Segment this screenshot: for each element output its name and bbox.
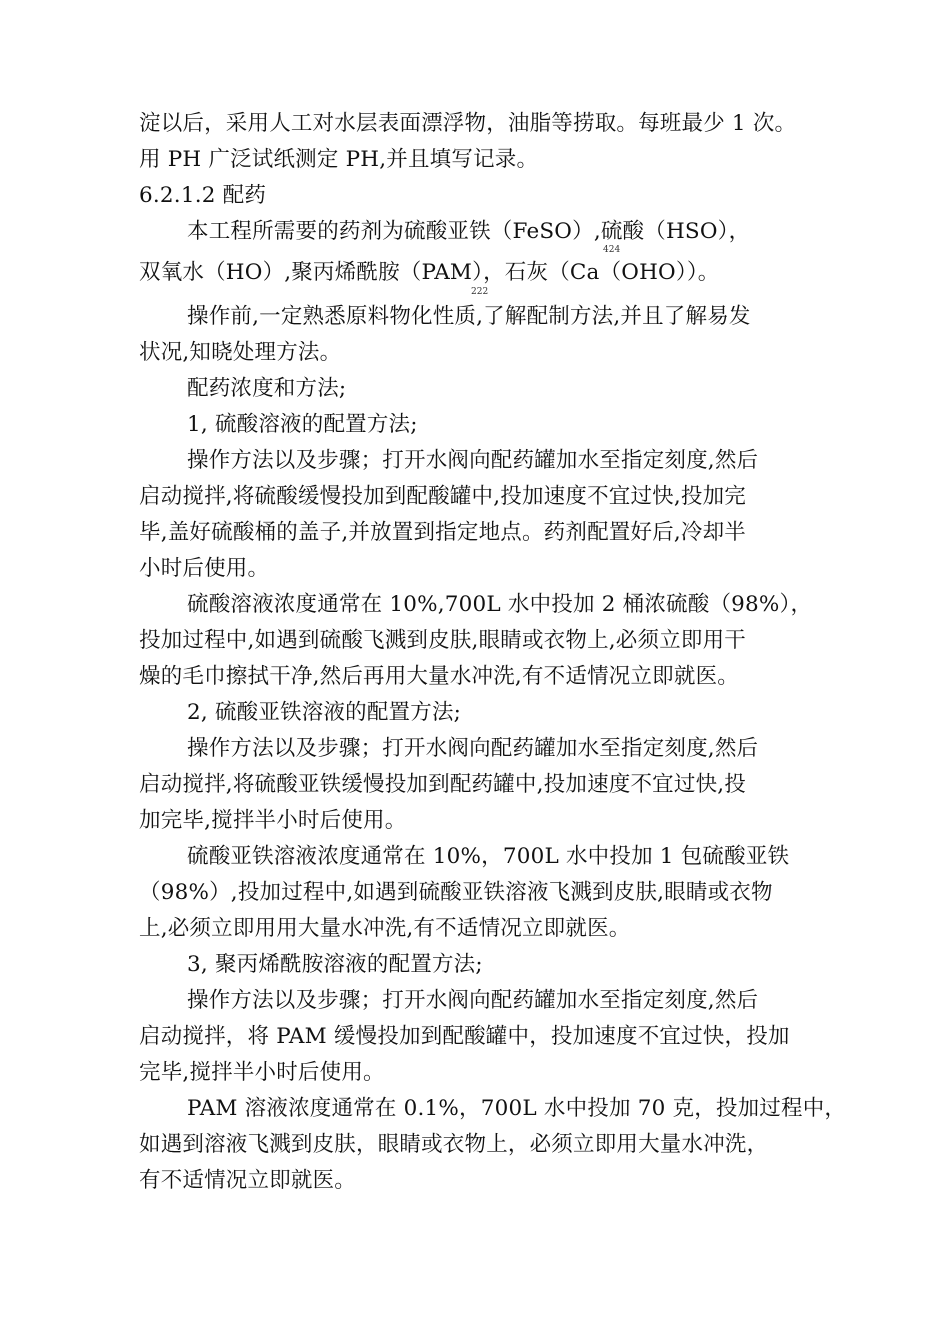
paragraph-line: 配药浓度和方法; [187,376,347,401]
subscript-label: 222 [471,287,489,297]
paragraph-line: 有不适情况立即就医。 [139,1168,357,1193]
paragraph-line: 启动搅拌,将硫酸亚铁缓慢投加到配药罐中,投加速度不宜过快,投 [139,772,747,797]
paragraph-line: 投加过程中,如遇到硫酸飞溅到皮肤,眼睛或衣物上,必须立即用干 [139,628,747,653]
paragraph-line: 双氧水（HO）,聚丙烯酰胺（PAM），石灰（Ca（OHO））。 [139,260,720,285]
paragraph-line: 淀以后，采用人工对水层表面漂浮物，油脂等捞取。每班最少 1 次。 [139,111,797,136]
paragraph-line: PAM 溶液浓度通常在 0.1%，700L 水中投加 70 克，投加过程中， [187,1096,847,1121]
paragraph-line: 启动搅拌,将硫酸缓慢投加到配酸罐中,投加速度不宜过快,投加完 [139,484,747,509]
paragraph-line: 完毕,搅拌半小时后使用。 [139,1060,385,1085]
paragraph-line: 硫酸亚铁溶液浓度通常在 10%，700L 水中投加 1 包硫酸亚铁 [187,844,790,869]
subscript-label: 424 [603,245,621,255]
paragraph-line: 加完毕,搅拌半小时后使用。 [139,808,407,833]
paragraph-line: 本工程所需要的药剂为硫酸亚铁（FeSO）,硫酸（HSO）， [187,219,751,244]
paragraph-line: 操作方法以及步骤；打开水阀向配药罐加水至指定刻度,然后 [187,736,759,761]
paragraph-line: 燥的毛巾擦拭干净,然后再用大量水冲洗,有不适情况立即就医。 [139,664,739,689]
paragraph-line: 上,必须立即用用大量水冲洗,有不适情况立即就医。 [139,916,631,941]
paragraph-line: 状况,知晓处理方法。 [139,340,342,365]
list-heading: 1, 硫酸溶液的配置方法; [187,412,418,437]
paragraph-line: 操作前,一定熟悉原料物化性质,了解配制方法,并且了解易发 [187,304,751,329]
paragraph-line: 小时后使用。 [139,556,270,581]
section-heading: 6.2.1.2 配药 [139,183,267,208]
paragraph-line: 毕,盖好硫酸桶的盖子,并放置到指定地点。药剂配置好后,冷却半 [139,520,747,545]
paragraph-line: 操作方法以及步骤；打开水阀向配药罐加水至指定刻度,然后 [187,448,759,473]
paragraph-line: 如遇到溶液飞溅到皮肤，眼睛或衣物上，必须立即用大量水冲洗， [139,1132,769,1157]
paragraph-line: 用 PH 广泛试纸测定 PH,并且填写记录。 [139,147,539,172]
list-heading: 2, 硫酸亚铁溶液的配置方法; [187,700,462,725]
list-heading: 3, 聚丙烯酰胺溶液的配置方法; [187,952,483,977]
paragraph-line: 硫酸溶液浓度通常在 10%,700L 水中投加 2 桶浓硫酸（98%）， [187,592,813,617]
paragraph-line: 操作方法以及步骤；打开水阀向配药罐加水至指定刻度,然后 [187,988,759,1013]
paragraph-line: （98%）,投加过程中,如遇到硫酸亚铁溶液飞溅到皮肤,眼睛或衣物 [139,880,773,905]
paragraph-line: 启动搅拌，将 PAM 缓慢投加到配酸罐中，投加速度不宜过快，投加 [139,1024,790,1049]
